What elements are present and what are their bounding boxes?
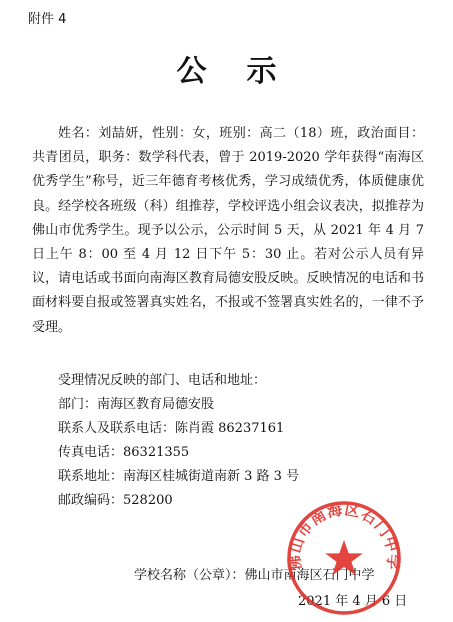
attachment-label: 附件 4 [28,12,67,27]
contact-postcode: 邮政编码：528200 [58,493,173,508]
contact-fax: 传真电话：86321355 [58,445,190,460]
school-seal [284,498,404,618]
notice-body: 姓名：刘喆妍，性别：女，班别：高二（18）班，政治面目：共青团员，职务：数学科代表，曾于 2019-2020 学年获得“南海区优秀学生”称号，近三年德育考核优秀，学习成绩优秀，体质健康优良。经学校各班级（科）组推荐，学校评选小组会议表决，拟推荐为佛山市优秀学生。现予以公示，公示时间 5 天，从 2021 年 4 月 7 日上午 8：00 至 4 月 12 日下午 5：30 止。若对公示人员有异议，请电话或书面向南海区教育局德安股反映。反映情况的电话和书面材料要自报或签署真实姓名，不报或不签署真实姓名的，一律不予受理。 [32,126,424,335]
seal-star-icon [325,540,363,575]
contact-address: 联系地址：南海区桂城街道南新 3 路 3 号 [58,469,300,484]
contact-department: 部门：南海区教育局德安股 [58,397,215,412]
signature-date: 2021 年 4 月 6 日 [298,594,408,609]
seal-text: 佛山市南海区石门中学 [285,500,403,572]
contact-person-phone: 联系人及联系电话：陈肖霞 86237161 [58,421,285,436]
contact-heading: 受理情况反映的部门、电话和地址： [58,373,267,388]
signature-school: 学校名称（公章）：佛山市南海区石门中学 [134,568,375,583]
page-title: 公示 [176,54,317,89]
